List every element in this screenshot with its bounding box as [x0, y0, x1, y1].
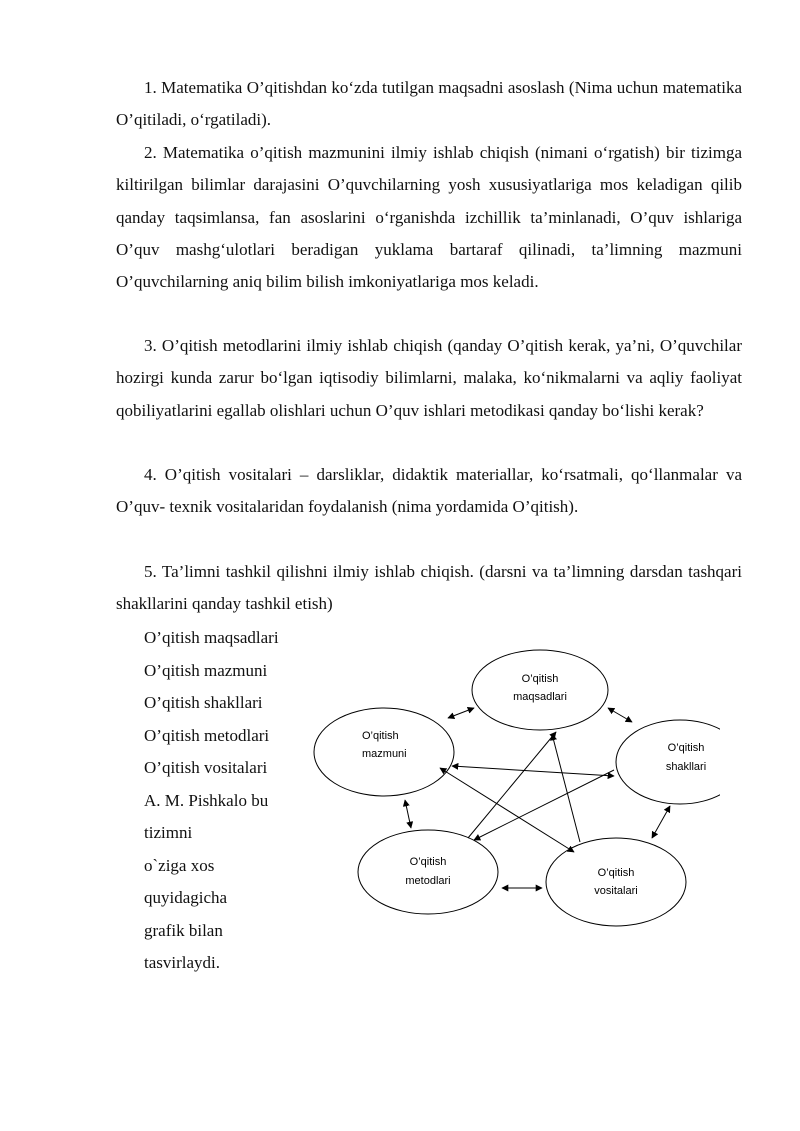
side-list-item: O’qitish maqsadlari — [144, 628, 279, 647]
arrow-vositalari-maqsadlari — [552, 734, 580, 842]
arrow-metodlari-maqsadlari — [468, 732, 556, 838]
arrow-mazmuni-shakllari — [452, 766, 614, 776]
arrow-mazmuni-metodlari — [405, 800, 411, 828]
node-mazmuni-line2: mazmuni — [362, 748, 407, 760]
side-list-item: grafik bilan — [144, 920, 223, 940]
side-list-item: O’qitish vositalari — [144, 758, 268, 777]
side-list-item: O’qitish mazmuni — [144, 660, 268, 680]
side-list-item: tasvirlaydi. — [144, 953, 221, 972]
node-maqsadlari-line1: O’qitish — [521, 673, 559, 685]
side-list — [144, 622, 304, 980]
side-list-item: O’qitish metodlari — [144, 725, 270, 745]
arrow-mazmuni-maqsadlari — [448, 708, 474, 718]
node-metodlari — [358, 830, 498, 914]
arrow-shakllari-vositalari — [652, 806, 670, 838]
paragraph-4: 4. O’qitish vositalari – darsliklar, didaktik materiallar, ko‘rsatmali, qo‘llanmalar va O’quv- texnik vositalaridan foydalanish (nima yordamida O’qitish). — [116, 465, 742, 517]
node-shakllari-line1: O’qitish — [667, 742, 705, 754]
node-maqsadlari — [472, 650, 608, 730]
node-vositalari-line1: O’qitish — [597, 867, 635, 879]
paragraph-5: 5. Ta’limni tashkil qilishni ilmiy ishlab chiqish. (darsni va ta’limning darsdan tashqari shakllarini qanday tashkil etish) — [116, 562, 742, 614]
node-shakllari-line2: shakllari — [665, 761, 707, 773]
teaching-system-diagram — [300, 648, 720, 938]
node-maqsadlari-line2: maqsadlari — [513, 691, 567, 703]
side-list-item: quyidagicha — [144, 888, 228, 907]
node-metodlari-line2: metodlari — [405, 875, 451, 887]
paragraph-2: 2. Matematika o’qitish mazmunini ilmiy ishlab chiqish (nimani o‘rgatish) bir tizimga kiltirilgan bilimlar darajasini O’quvchilarning yosh xususiyatlariga mos keladigan qilib qanday taqsimlansa, fan asoslarini o‘rganishda izchillik ta’minlanadi, O’quv ishlariga O’quv mashg‘ulotlari beradigan yuklama bartaraf qilinadi, ta’limning mazmuni O’quvchilarning aniq bilim bilish imkoniyatlariga mos keladi. — [116, 143, 742, 292]
side-list-item: A. M. Pishkalo bu — [144, 790, 269, 810]
paragraph-1: 1. Matematika O’qitishdan ko‘zda tutilgan maqsadni asoslash (Nima uchun matematika O’qitiladi, o‘rgatiladi). — [116, 78, 742, 130]
side-list-item: tizimni — [144, 823, 193, 842]
node-vositalari — [546, 838, 686, 926]
arrow-maqsadlari-shakllari — [608, 708, 632, 722]
side-list-item: o`ziga xos — [144, 855, 215, 875]
node-mazmuni-line1: O’qitish — [362, 730, 399, 742]
paragraph-3: 3. O’qitish metodlarini ilmiy ishlab chiqish (qanday O’qitish kerak, ya’ni, O’quvchilar hozirgi kunda zarur bo‘lgan iqtisodiy bilimlarni, malaka, ko‘nikmalarni va aqliy faoliyat qobiliyatlarini egallab olishlari uchun O’quv ishlari metodikasi qanday bo‘lishi kerak? — [116, 336, 742, 420]
side-list-item: O’qitish shakllari — [144, 693, 263, 712]
node-metodlari-line1: O’qitish — [409, 856, 447, 868]
node-vositalari-line2: vositalari — [594, 885, 638, 897]
